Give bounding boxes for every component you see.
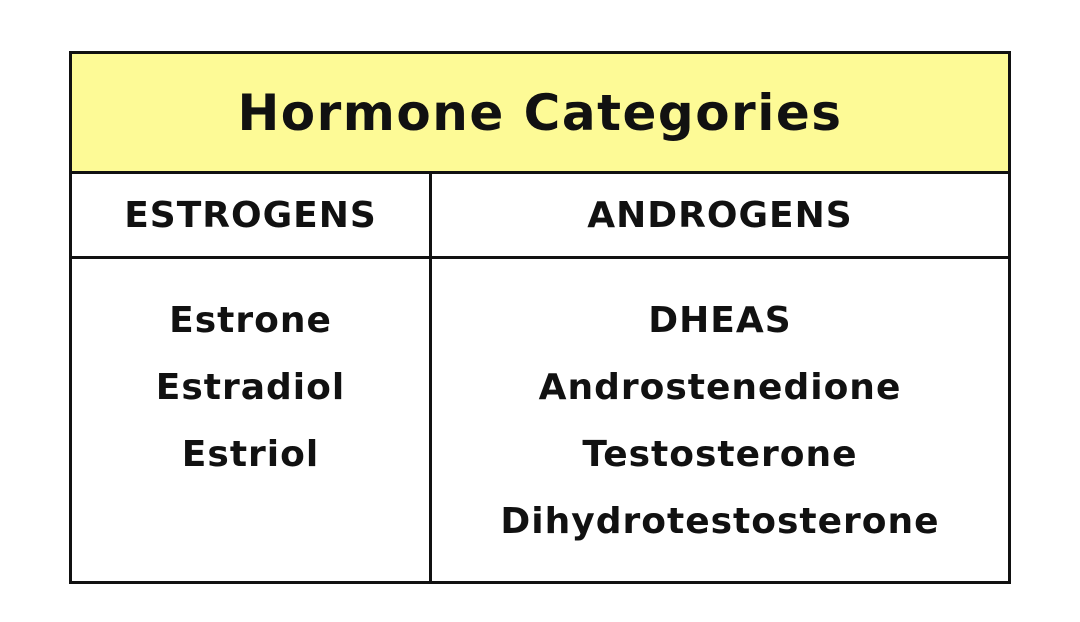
title-bar bbox=[72, 54, 1008, 174]
list-item-testosterone: Testosterone bbox=[582, 434, 858, 475]
androgens-list bbox=[432, 259, 1008, 581]
list-item-estradiol: Estradiol bbox=[155, 367, 346, 408]
table-title: Hormone Categories bbox=[237, 83, 843, 142]
list-item-estrone: Estrone bbox=[169, 300, 332, 341]
header-androgens: ANDROGENS bbox=[587, 194, 853, 236]
list-item-estriol: Estriol bbox=[181, 434, 320, 475]
header-estrogens: ESTROGENS bbox=[124, 194, 377, 236]
estrogens-list bbox=[72, 259, 429, 581]
hormone-table bbox=[69, 51, 1011, 584]
list-item-dihydrotestosterone: Dihydrotestosterone bbox=[500, 501, 940, 542]
list-item-dheas: DHEAS bbox=[648, 300, 792, 341]
list-item-androstenedione: Androstenedione bbox=[538, 367, 902, 408]
header-row bbox=[72, 174, 1008, 259]
